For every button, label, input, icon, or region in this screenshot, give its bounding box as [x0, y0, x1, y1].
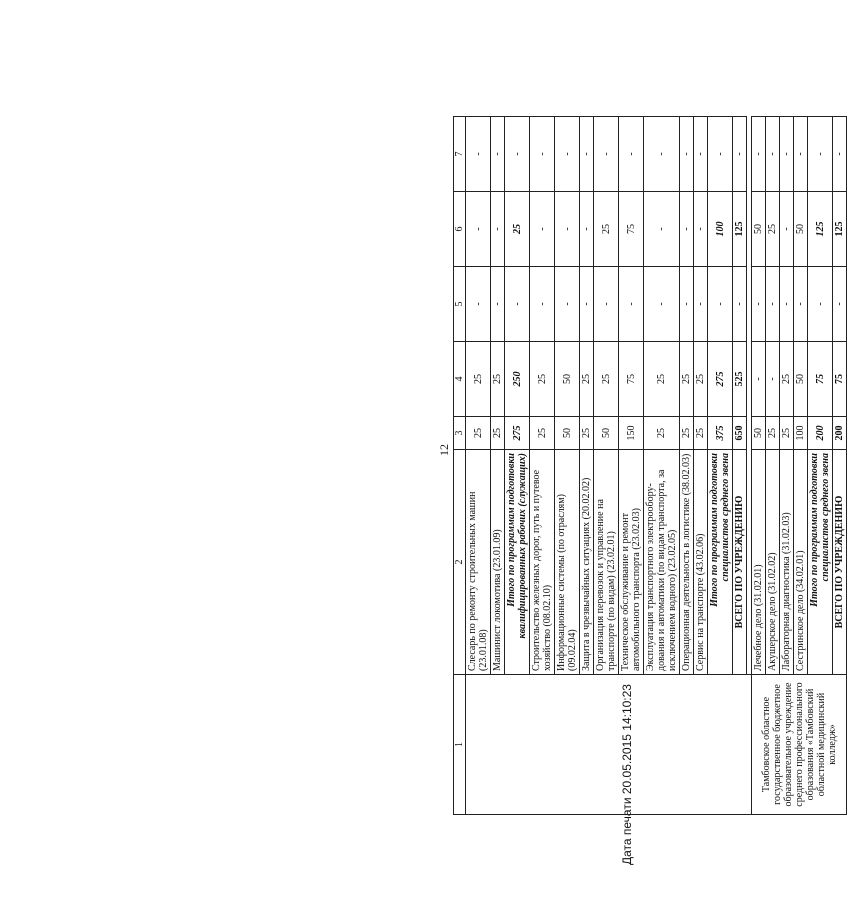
value-cell: 250	[505, 342, 530, 417]
value-cell: -	[752, 267, 766, 342]
program-name: Строительство железных дорог, путь и путевое хозяйство (08.02.10)	[530, 450, 555, 675]
program-name: Сервис на транспорте (43.02.06)	[694, 450, 708, 675]
value-cell: -	[530, 267, 555, 342]
program-name: Сестринское дело (34.02.01)	[794, 450, 808, 675]
value-cell: 125	[808, 192, 833, 267]
total-label: ВСЕГО ПО УЧРЕЖДЕНИЮ	[833, 450, 847, 675]
value-cell: -	[530, 117, 555, 192]
value-cell: 125	[833, 192, 847, 267]
value-cell: -	[594, 117, 619, 192]
value-cell: -	[752, 342, 766, 417]
column-number-row	[454, 117, 466, 815]
program-name: Машинист локомотива (23.01.09)	[491, 450, 505, 675]
column-header: 6	[454, 192, 466, 267]
value-cell: -	[708, 117, 733, 192]
value-cell: 25	[580, 417, 594, 450]
institution-cell	[466, 675, 752, 815]
column-header: 7	[454, 117, 466, 192]
value-cell: 375	[708, 417, 733, 450]
value-cell: -	[808, 267, 833, 342]
value-cell: -	[580, 267, 594, 342]
value-cell: -	[766, 267, 780, 342]
value-cell: -	[644, 192, 680, 267]
program-name: Слесарь по ремонту строительных машин (23.01.08)	[466, 450, 491, 675]
program-name: Эксплуатация транспортного электрообору-дования и автоматики (по видам транспорта, за исключением водного) (23.02.05)	[644, 450, 680, 675]
value-cell: -	[694, 117, 708, 192]
value-cell: 25	[594, 342, 619, 417]
value-cell: -	[505, 267, 530, 342]
value-cell: -	[466, 267, 491, 342]
value-cell: -	[733, 267, 747, 342]
value-cell: 75	[808, 342, 833, 417]
value-cell: 25	[644, 417, 680, 450]
value-cell: -	[555, 192, 580, 267]
column-header: 4	[454, 342, 466, 417]
value-cell: -	[694, 192, 708, 267]
program-name: Акушерское дело (31.02.02)	[766, 450, 780, 675]
value-cell: -	[619, 267, 644, 342]
value-cell: 25	[466, 342, 491, 417]
value-cell: -	[491, 267, 505, 342]
value-cell: -	[505, 117, 530, 192]
value-cell: 50	[594, 417, 619, 450]
value-cell: 50	[555, 417, 580, 450]
value-cell: 50	[752, 417, 766, 450]
value-cell: 75	[833, 342, 847, 417]
value-cell: -	[580, 192, 594, 267]
value-cell: 50	[794, 192, 808, 267]
value-cell: 25	[680, 417, 694, 450]
value-cell: -	[644, 117, 680, 192]
value-cell: 200	[808, 417, 833, 450]
value-cell: 50	[794, 342, 808, 417]
value-cell: -	[780, 192, 794, 267]
column-header: 2	[454, 450, 466, 675]
program-name: Лабораторная диагностика (31.02.03)	[780, 450, 794, 675]
value-cell: 275	[505, 417, 530, 450]
institution-2-body	[752, 117, 847, 815]
print-date: Дата печати 20.05.2015 14:10:23	[620, 684, 634, 865]
value-cell: 100	[708, 192, 733, 267]
value-cell: -	[780, 117, 794, 192]
value-cell: -	[794, 267, 808, 342]
value-cell: -	[555, 267, 580, 342]
subtotal-label: Итого по программам подготовки специалистов среднего звена	[708, 450, 733, 675]
value-cell: -	[733, 117, 747, 192]
value-cell: 75	[619, 342, 644, 417]
value-cell: 25	[644, 342, 680, 417]
value-cell: -	[752, 117, 766, 192]
value-cell: -	[491, 192, 505, 267]
value-cell: 50	[752, 192, 766, 267]
value-cell: 25	[694, 342, 708, 417]
table-row	[466, 117, 491, 815]
value-cell: 25	[766, 192, 780, 267]
value-cell: -	[766, 342, 780, 417]
column-header: 5	[454, 267, 466, 342]
value-cell: -	[594, 267, 619, 342]
value-cell: -	[694, 267, 708, 342]
column-header: 3	[454, 417, 466, 450]
value-cell: 25	[766, 417, 780, 450]
page-number: 12	[437, 444, 451, 456]
value-cell: 25	[680, 342, 694, 417]
value-cell: 200	[833, 417, 847, 450]
value-cell: 25	[491, 342, 505, 417]
value-cell: -	[780, 267, 794, 342]
value-cell: 125	[733, 192, 747, 267]
admission-plan-table	[453, 116, 847, 815]
value-cell: -	[644, 267, 680, 342]
value-cell: 25	[466, 417, 491, 450]
program-name: Информационные системы (по отраслям) (09.02.04)	[555, 450, 580, 675]
value-cell: -	[708, 267, 733, 342]
value-cell: 100	[794, 417, 808, 450]
value-cell: -	[680, 117, 694, 192]
program-name: Техническое обслуживание и ремонт автомобильного транспорта (23.02.03)	[619, 450, 644, 675]
program-name: Операционная деятельность в логистике (38.02.03)	[680, 450, 694, 675]
value-cell: 75	[619, 192, 644, 267]
value-cell: 25	[580, 342, 594, 417]
value-cell: 25	[530, 417, 555, 450]
program-name: Лечебное дело (31.02.01)	[752, 450, 766, 675]
value-cell: 50	[555, 342, 580, 417]
value-cell: -	[833, 117, 847, 192]
value-cell: 25	[780, 417, 794, 450]
value-cell: -	[530, 192, 555, 267]
program-name: Защита в чрезвычайных ситуациях (20.02.02)	[580, 450, 594, 675]
table-row	[752, 117, 766, 815]
value-cell: -	[680, 192, 694, 267]
value-cell: 150	[619, 417, 644, 450]
value-cell: -	[766, 117, 780, 192]
value-cell: 525	[733, 342, 747, 417]
value-cell: -	[466, 192, 491, 267]
value-cell: -	[833, 267, 847, 342]
value-cell: -	[580, 117, 594, 192]
value-cell: 25	[594, 192, 619, 267]
value-cell: 25	[505, 192, 530, 267]
subtotal-label: Итого по программам подготовки специалистов среднего звена	[808, 450, 833, 675]
value-cell: 25	[780, 342, 794, 417]
institution-name: Тамбовское областное государственное бюджетное образовательное учреждение среднего профессионального образования «Тамбовский областной медицинский колледж»	[752, 675, 847, 815]
subtotal-label: Итого по программам подготовки квалифицированных рабочих (служащих)	[505, 450, 530, 675]
value-cell: 650	[733, 417, 747, 450]
value-cell: 25	[694, 417, 708, 450]
value-cell: -	[555, 117, 580, 192]
value-cell: -	[794, 117, 808, 192]
value-cell: -	[491, 117, 505, 192]
value-cell: -	[808, 117, 833, 192]
value-cell: -	[619, 117, 644, 192]
institution-1-body	[466, 117, 752, 815]
value-cell: 25	[491, 417, 505, 450]
value-cell: -	[466, 117, 491, 192]
value-cell: -	[680, 267, 694, 342]
column-header: 1	[454, 675, 466, 815]
value-cell: 25	[530, 342, 555, 417]
value-cell: 275	[708, 342, 733, 417]
program-name: Организация перевозок и управление на транспорте (по видам) (23.02.01)	[594, 450, 619, 675]
total-label: ВСЕГО ПО УЧРЕЖДЕНИЮ	[733, 450, 747, 675]
